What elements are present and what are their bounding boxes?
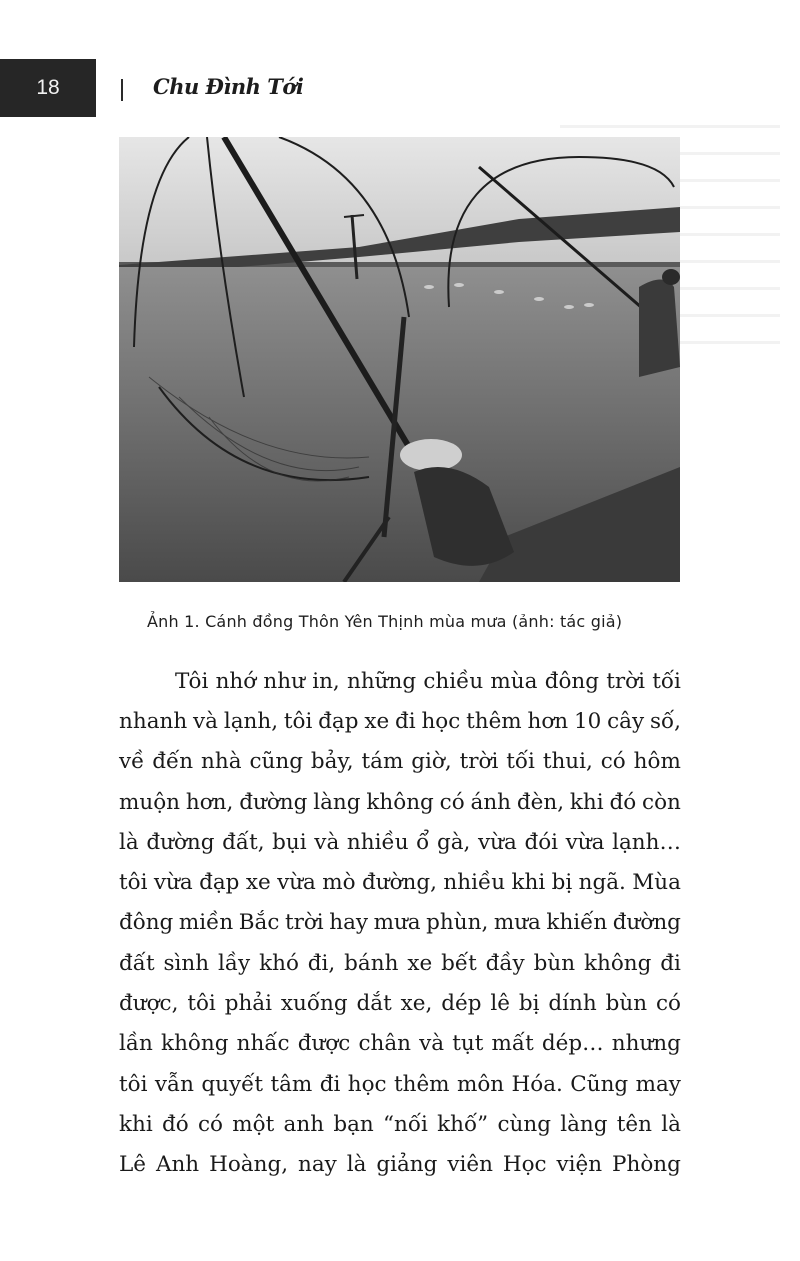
word: như xyxy=(263,668,305,694)
word: vừa xyxy=(478,829,517,855)
word: đi, xyxy=(307,950,336,976)
word: tôi xyxy=(119,870,148,896)
word: xe xyxy=(407,950,433,976)
word: đi xyxy=(660,950,681,976)
word: khó xyxy=(259,950,299,976)
word: Hoàng, xyxy=(209,1152,289,1178)
word: là xyxy=(119,829,139,855)
body-paragraph xyxy=(119,661,681,1185)
word: làng xyxy=(313,789,361,815)
word: đói xyxy=(524,829,559,855)
word: phải xyxy=(224,991,272,1017)
word: hơn, xyxy=(185,789,234,815)
word: cùng xyxy=(497,1111,551,1137)
text-line xyxy=(119,742,681,782)
word: hôm xyxy=(633,749,681,775)
word: đi xyxy=(319,1071,341,1097)
text-line xyxy=(119,782,681,822)
word: Tôi xyxy=(175,668,209,694)
word: bùn xyxy=(605,991,648,1017)
text-line xyxy=(119,1145,681,1185)
word: tối xyxy=(506,749,535,775)
header-divider xyxy=(121,79,123,101)
word: đường xyxy=(146,829,215,855)
word: về xyxy=(119,749,145,775)
word: khi xyxy=(569,789,604,815)
word: ổ xyxy=(416,829,430,855)
running-title: Chu Đình Tới xyxy=(153,74,304,99)
word: lê xyxy=(490,991,510,1017)
word: Cũng xyxy=(570,1071,629,1097)
word: miền xyxy=(178,910,234,936)
word: bết xyxy=(441,950,477,976)
word: không xyxy=(583,950,652,976)
word: mưa xyxy=(373,910,421,936)
word: đầy xyxy=(485,950,525,976)
word: giờ, xyxy=(411,749,452,775)
page-number: 18 xyxy=(36,76,60,99)
word: bạn xyxy=(333,1111,374,1137)
word: may xyxy=(635,1071,681,1097)
word: thêm xyxy=(466,708,522,734)
word: còn xyxy=(642,789,681,815)
word: ánh xyxy=(470,789,512,815)
word: vừa xyxy=(153,870,193,896)
word: đó xyxy=(609,789,637,815)
word: vừa xyxy=(565,829,605,855)
word: mùa xyxy=(490,668,538,694)
word: “nối xyxy=(383,1111,428,1137)
word: Học xyxy=(502,1152,547,1178)
word: một xyxy=(232,1111,275,1137)
word: đất xyxy=(119,950,155,976)
word: nhớ xyxy=(215,668,257,694)
word: trời xyxy=(459,749,499,775)
text-line xyxy=(119,701,681,741)
word: đến xyxy=(152,749,194,775)
word: nhiều xyxy=(346,829,409,855)
word: bị xyxy=(551,870,573,896)
word: ngã. xyxy=(578,870,626,896)
page-number-tab xyxy=(0,59,96,117)
word: đường, xyxy=(362,870,437,896)
word: những xyxy=(346,668,417,694)
word: và xyxy=(193,708,218,734)
word: 10 xyxy=(573,708,602,734)
word: mưa xyxy=(493,910,541,936)
word: mò xyxy=(322,870,356,896)
word: đó xyxy=(162,1111,189,1137)
word: dép… xyxy=(541,1031,604,1057)
text-line xyxy=(119,943,681,983)
word: tên xyxy=(616,1111,653,1137)
text-line xyxy=(119,983,681,1023)
word: tôi xyxy=(119,1071,148,1097)
word: lần xyxy=(119,1031,153,1057)
word: là xyxy=(661,1111,681,1137)
word: lạnh… xyxy=(612,829,681,855)
word: xe xyxy=(245,870,271,896)
word: Hóa. xyxy=(511,1071,563,1097)
word: được xyxy=(297,1031,351,1057)
word: mất xyxy=(491,1031,534,1057)
word: nhanh xyxy=(119,708,188,734)
word: chiều xyxy=(423,668,484,694)
word: bảy, xyxy=(310,749,354,775)
text-line xyxy=(119,822,681,862)
word: nhà xyxy=(201,749,242,775)
word: nhiều xyxy=(443,870,506,896)
word: vẫn xyxy=(154,1071,195,1097)
figure-photo xyxy=(119,137,680,582)
word: quyết xyxy=(201,1071,264,1097)
word: đạp xyxy=(199,870,240,896)
word: trời xyxy=(284,910,324,936)
word: tối xyxy=(652,668,681,694)
word: bị xyxy=(518,991,540,1017)
word: thui, xyxy=(542,749,593,775)
word: không xyxy=(161,1031,229,1057)
word: nhưng xyxy=(611,1031,681,1057)
word: học xyxy=(421,708,461,734)
word: Anh xyxy=(155,1152,200,1178)
word: chân xyxy=(358,1031,411,1057)
word: đường xyxy=(612,910,681,936)
word: lầy xyxy=(217,950,251,976)
word: xuống xyxy=(280,991,348,1017)
word: dính xyxy=(548,991,597,1017)
word: tụt xyxy=(452,1031,484,1057)
word: tâm xyxy=(270,1071,313,1097)
word: anh xyxy=(283,1111,325,1137)
word: đèn, xyxy=(516,789,565,815)
word: môn xyxy=(456,1071,505,1097)
word: gà, xyxy=(436,829,471,855)
word: và xyxy=(314,829,340,855)
word: bánh xyxy=(344,950,399,976)
word: đường xyxy=(239,789,308,815)
word: tôi xyxy=(187,991,216,1017)
figure-caption: Ảnh 1. Cánh đồng Thôn Yên Thịnh mùa mưa (ảnh: tác giả) xyxy=(147,612,623,631)
word: dắt xyxy=(356,991,392,1017)
text-line xyxy=(119,1104,681,1144)
word: muộn xyxy=(119,789,181,815)
word: in, xyxy=(312,668,340,694)
word: Mùa xyxy=(632,870,681,896)
text-line xyxy=(119,1064,681,1104)
word: có xyxy=(439,789,465,815)
word: hơn xyxy=(527,708,569,734)
word: khi xyxy=(119,1111,153,1137)
word: khi xyxy=(511,870,546,896)
word: làng xyxy=(560,1111,608,1137)
word: khố” xyxy=(437,1111,489,1137)
word: Lê xyxy=(119,1152,147,1178)
word: viên xyxy=(447,1152,493,1178)
word: xe, xyxy=(400,991,433,1017)
text-line xyxy=(119,661,681,701)
word: được, xyxy=(119,991,179,1017)
word: có xyxy=(656,991,681,1017)
word: thêm xyxy=(393,1071,450,1097)
word: khiến xyxy=(546,910,608,936)
text-line xyxy=(119,862,681,902)
word: có xyxy=(198,1111,224,1137)
word: đông xyxy=(119,910,174,936)
word: viện xyxy=(556,1152,603,1178)
word: xe xyxy=(364,708,390,734)
word: tôi xyxy=(283,708,313,734)
word: số, xyxy=(649,708,681,734)
word: cây xyxy=(607,708,645,734)
word: nhấc xyxy=(236,1031,290,1057)
word: phùn, xyxy=(426,910,489,936)
word: bùn xyxy=(533,950,576,976)
word: sình xyxy=(163,950,210,976)
word: dép xyxy=(441,991,482,1017)
word: hay xyxy=(329,910,369,936)
word: Phòng xyxy=(612,1152,681,1178)
word: trời xyxy=(606,668,645,694)
text-line xyxy=(119,1024,681,1064)
word: đông xyxy=(544,668,600,694)
word: lạnh, xyxy=(223,708,279,734)
word: bụi xyxy=(272,829,307,855)
word: vừa xyxy=(277,870,316,896)
word: là xyxy=(346,1152,367,1178)
word: đất, xyxy=(222,829,265,855)
word: có xyxy=(600,749,626,775)
word: học xyxy=(347,1071,387,1097)
word: và xyxy=(419,1031,445,1057)
word: nay xyxy=(297,1152,337,1178)
text-line xyxy=(119,903,681,943)
word: đạp xyxy=(318,708,359,734)
word: không xyxy=(366,789,434,815)
word: cũng xyxy=(249,749,303,775)
word: giảng xyxy=(376,1152,438,1178)
word: tám xyxy=(361,749,404,775)
word: Bắc xyxy=(238,910,280,936)
word: đi xyxy=(394,708,416,734)
